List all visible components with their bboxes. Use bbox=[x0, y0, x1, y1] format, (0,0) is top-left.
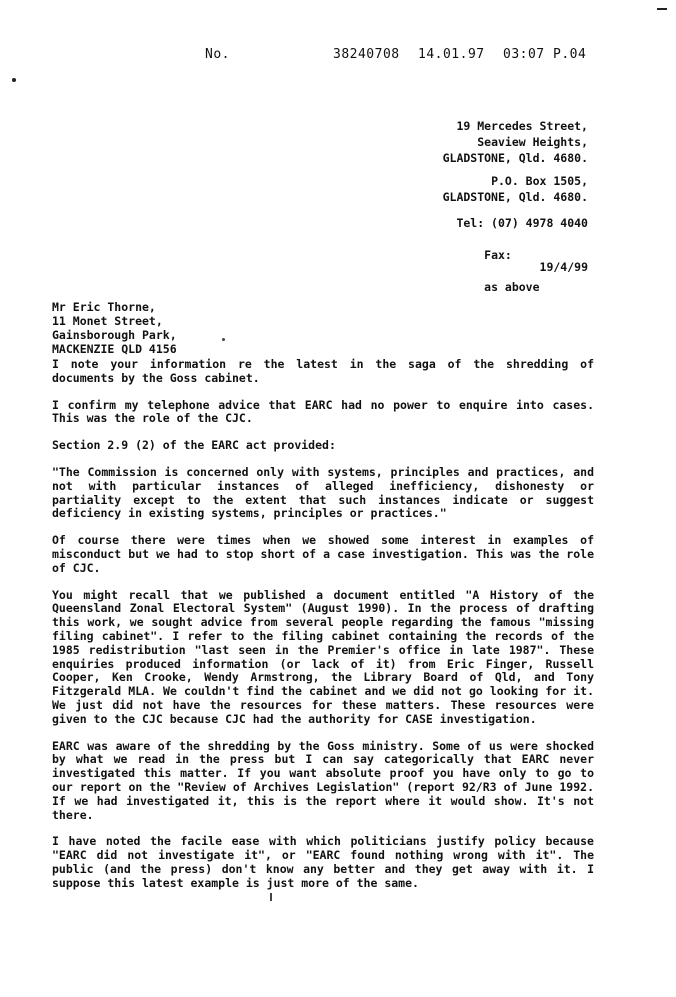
sender-suburb: Seaview Heights, bbox=[477, 135, 588, 149]
paragraph: Of course there were times when we showed some interest in examples of misconduct but we had to stop short of a case investigation. This was the role of CJC. bbox=[52, 533, 594, 575]
sender-po-city: GLADSTONE, Qld. 4680. bbox=[442, 190, 588, 204]
paragraph: I confirm my telephone advice that EARC had no power to enquire into cases. This was the role of the CJC. bbox=[52, 397, 594, 426]
sender-po-box: P.O. Box 1505, bbox=[491, 174, 588, 188]
sender-street: 19 Mercedes Street, bbox=[456, 119, 588, 133]
paragraph: EARC was aware of the shredding by the Goss ministry. Some of us were shocked by what we read in the press but I can say categorically that EARC never investigated this matter. If you want absolute proof you have only to go to our report on the "Review of Archives Legislation" (report 92/R3 of June 1992. If we had investigated it, this is the report where it would show. It's not there. bbox=[52, 738, 594, 822]
letter-body bbox=[52, 358, 594, 904]
recipient-street: 11 Monet Street, bbox=[52, 314, 163, 328]
recipient-city: MACKENZIE QLD 4156 bbox=[52, 342, 177, 356]
recipient-suburb: Gainsborough Park, bbox=[52, 328, 177, 342]
letter-date-text: 19/4/99 bbox=[539, 260, 588, 274]
paragraph: I have noted the facile ease with which politicians justify policy because "EARC did not investigate it", or "EARC found nothing wrong with it". The public (and the press) don't know any better and they get away with it. I suppose this latest example is just more of the same. bbox=[52, 834, 594, 890]
fax-number: 38240708 bbox=[333, 47, 400, 62]
fax-time: 03:07 bbox=[503, 47, 545, 62]
letter-date bbox=[540, 259, 588, 275]
sender-city: GLADSTONE, Qld. 4680. bbox=[442, 151, 588, 165]
paragraph-quote: "The Commission is concerned only with systems, principles and practices, and not with particular instances of alleged inefficiency, dishonesty or partiality except to the extent that such instances indicate or suggest deficiency in existing systems, principles or practices." bbox=[52, 464, 594, 521]
fax-page: P.04 bbox=[553, 47, 587, 62]
sender-fax-value: as above bbox=[484, 280, 540, 294]
paragraph: You might recall that we published a document entitled "A History of the Queensland Zonal Electoral System" (August 1990). In the process of drafting this work, we sought advice from several people regarding the famous "missing filing cabinet". I refer to the filing cabinet containing the records of the 1985 redistribution "last seen in the Premier's office in late 1987". These enquiries produced information (or lack of it) from Eric Finger, Russell Cooper, Ken Crooke, Wendy Armstrong, the Library Board of Qld, and Tony Fitzgerald MLA. We couldn't find the cabinet and we did not go looking for it. We just did not have the resources for these matters. These resources were given to the CJC because CJC had the authority for CASE investigation. bbox=[52, 587, 594, 726]
recipient-name: Mr Eric Thorne, bbox=[52, 300, 156, 314]
fax-date: 14.01.97 bbox=[418, 47, 485, 62]
sender-tel: Tel: (07) 4978 4040 bbox=[456, 216, 588, 230]
recipient-address bbox=[52, 300, 177, 356]
scan-mark bbox=[222, 338, 225, 341]
paragraph: I note your information re the latest in the saga of the shredding of documents by the Goss cabinet. bbox=[52, 357, 594, 385]
paragraph: Section 2.9 (2) of the EARC act provided: bbox=[52, 438, 336, 453]
sender-address bbox=[443, 118, 588, 166]
sender-po-address bbox=[443, 173, 588, 205]
fax-no-label: No. bbox=[205, 47, 230, 62]
scan-mark bbox=[270, 893, 272, 901]
sender-fax-label: Fax: bbox=[484, 248, 512, 262]
scan-mark bbox=[12, 78, 16, 82]
scan-mark bbox=[657, 8, 667, 10]
